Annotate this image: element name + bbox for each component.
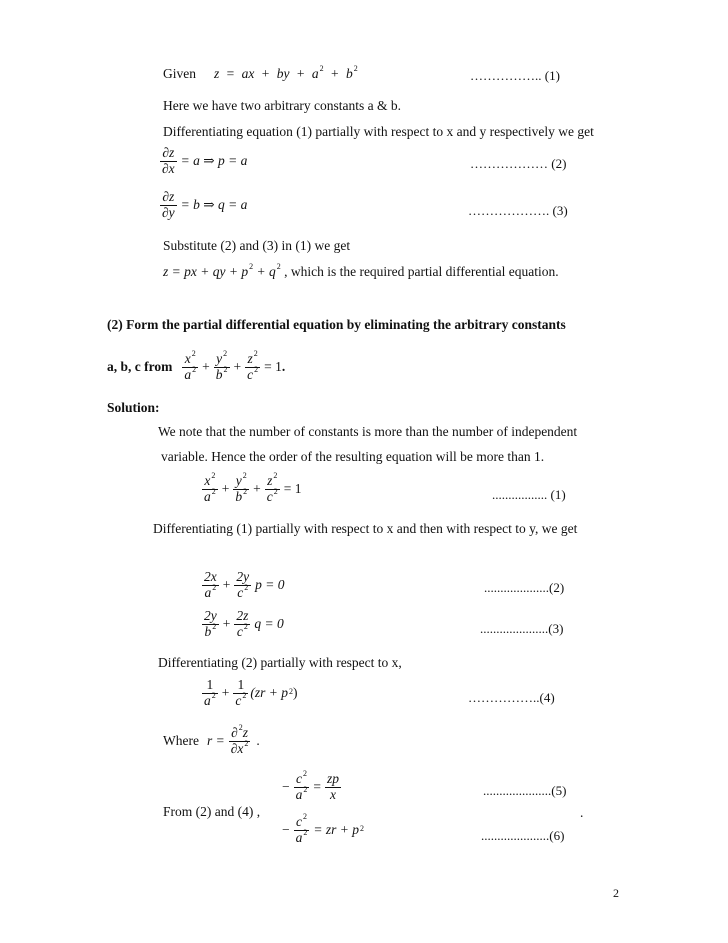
solution-equation-1: $\frac{x^2}{a^2}$ + $\frac{y^2}{b^2}$ + $\frac{z^2}{c^2}$ = 1 (204, 471, 302, 504)
equation-ref-5: .....................(5) (483, 783, 567, 798)
equation-3: $\frac{\partial z}{\partial y}$ = b ⇒ q = a (162, 189, 248, 220)
solution-label: Solution: (107, 400, 160, 415)
from-label: From (2) and (4) , (163, 804, 261, 819)
paragraph-line: Differentiating (1) partially with respect to x and then with respect to y, we get (153, 521, 578, 536)
solution-equation-4: $\frac{1}{a^2}$ + $\frac{1}{c^2}$ (zr + p $^2$ ) (204, 677, 298, 708)
frac-y: $\frac{y^2}{b^2}$ (215, 349, 228, 382)
paragraph-line: Differentiating equation (1) partially with respect to x and y respectively we get (163, 124, 594, 139)
equation-ref-3: ………………. (3) (468, 203, 568, 218)
solution-equation-2: $\frac{2x}{a^2}$ + $\frac{2y}{c^2}$ p = 0 (204, 569, 285, 600)
where-line: Where r = $\frac{\partial^2z}{\partial x^2}$ . (163, 723, 260, 756)
page-number: 2 (613, 886, 619, 900)
problem-equation-line: a, b, c from $\frac{x^2}{a^2}$ + $\frac{y^2}{b^2}$ + $\frac{z^2}{c^2}$ = 1 . (107, 349, 286, 382)
equation-2: $\frac{\partial z}{\partial x}$ = a ⇒ p = a (162, 145, 248, 176)
paragraph-line: Differentiating (2) partially with respect to x, (158, 655, 402, 670)
stray-dot: . (580, 805, 584, 820)
equation-ref-4: ……………..(4) (468, 690, 555, 705)
solution-equation-3: $\frac{2y}{b^2}$ + $\frac{2z}{c^2}$ q = 0 (204, 608, 284, 639)
solution-equation-6: − $\frac{c^2}{a^2}$ = zr + p $^2$ (282, 812, 364, 845)
frac-z: $\frac{z^2}{c^2}$ (247, 349, 259, 382)
given-label: Given (163, 66, 196, 81)
solution-equation-5: − $\frac{c^2}{a^2}$ = $\frac{zp}{x}$ (282, 769, 340, 802)
paragraph-line: variable. Hence the order of the resulting equation will be more than 1. (161, 449, 545, 464)
given-equation: z = ax + by + $a^2 + b^2$ (214, 64, 358, 81)
equation-ref-3: .....................(3) (480, 621, 564, 636)
equation-ref-2: ....................(2) (484, 580, 565, 595)
equation-ref-6: .....................(6) (481, 828, 565, 843)
frac-x: $\frac{x^2}{a^2}$ (184, 349, 197, 382)
paragraph-line: Here we have two arbitrary constants a & b. (163, 98, 402, 113)
result-equation: z = px + qy + $p^2 + q^2$ , which is the required partial differential equation. (163, 262, 559, 279)
given-line (163, 66, 358, 82)
paragraph-line: Substitute (2) and (3) in (1) we get (163, 238, 351, 253)
problem-heading: (2) Form the partial differential equation by eliminating the arbitrary constants (107, 317, 566, 332)
equation-ref-2: ……………… (2) (470, 156, 567, 171)
paragraph-line: We note that the number of constants is more than the number of independent (158, 424, 578, 439)
equation-ref-1: …………….. (1) (470, 68, 560, 83)
equation-ref-1: ................. (1) (492, 487, 566, 502)
